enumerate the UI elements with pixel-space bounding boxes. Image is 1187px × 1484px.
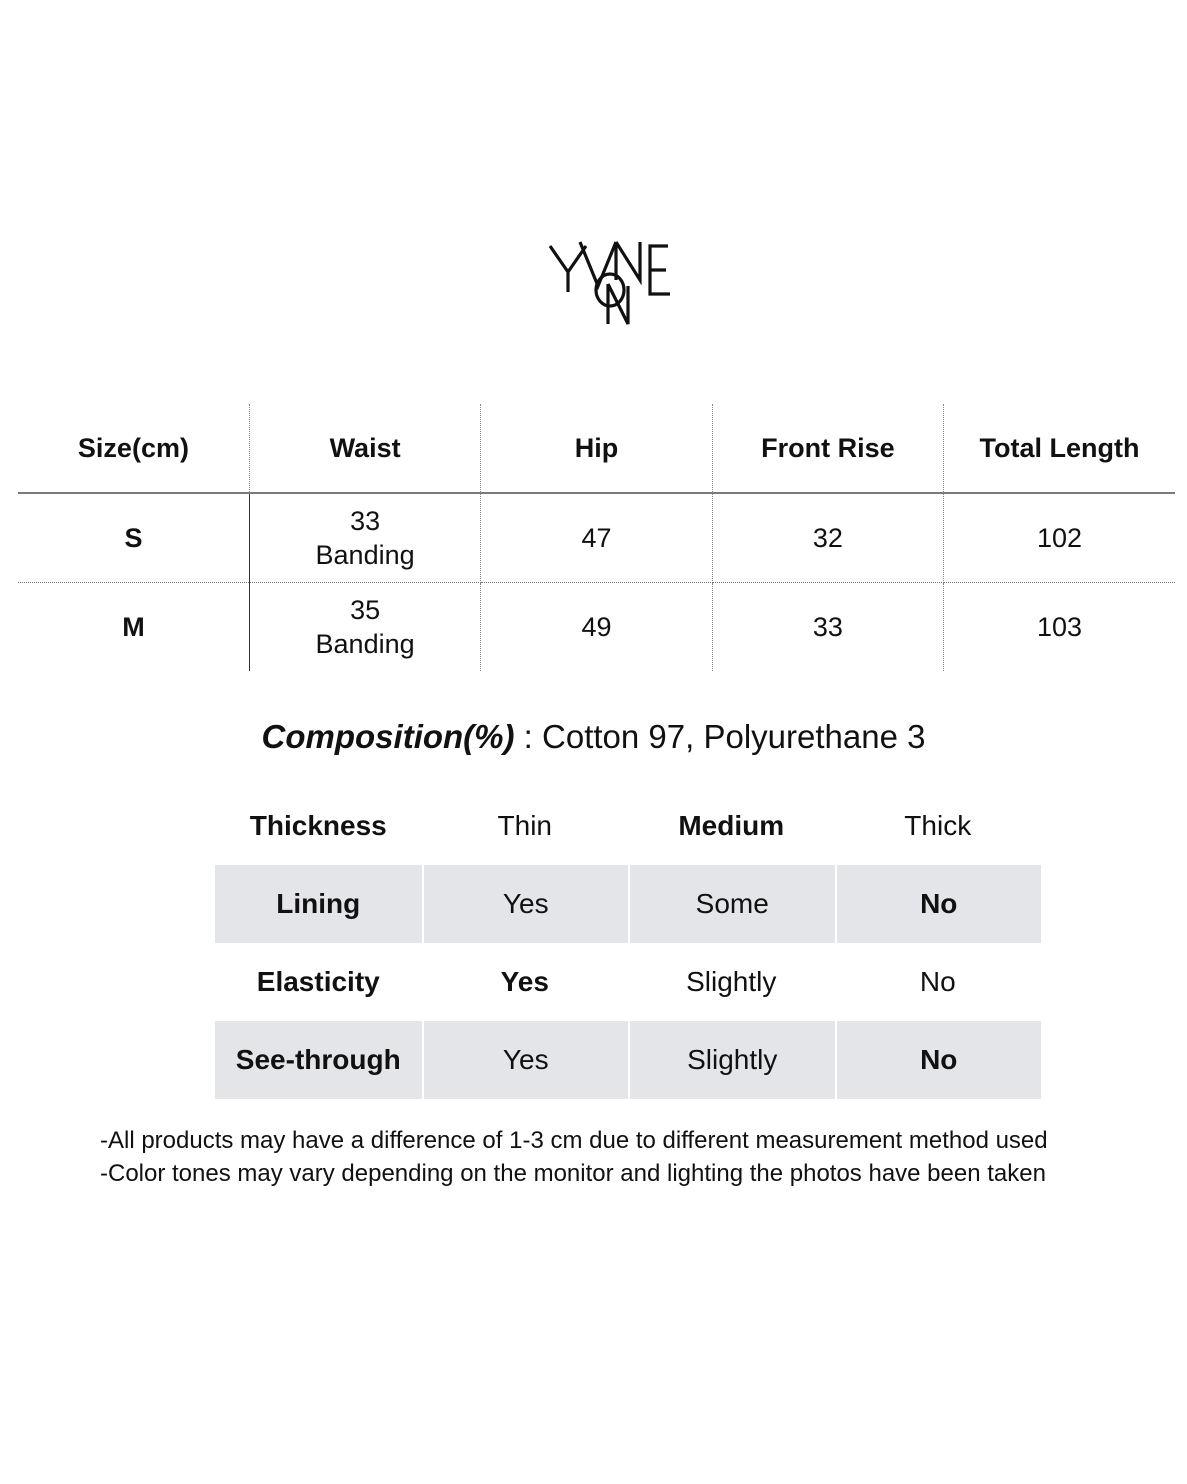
header-waist: Waist: [249, 404, 480, 493]
header-total-length: Total Length: [944, 404, 1175, 493]
fabric-option: Slightly: [628, 1021, 835, 1099]
fabric-row-label: Thickness: [249, 810, 387, 841]
fabric-row-thickness: [215, 787, 1041, 865]
fabric-option: No: [919, 966, 956, 997]
front-rise-value: 33: [712, 583, 943, 672]
size-table-header-row: [18, 404, 1175, 493]
front-rise-value: 32: [712, 493, 943, 583]
composition-line: [0, 718, 1187, 756]
fabric-option: Yes: [500, 966, 549, 997]
composition-value: Cotton 97, Polyurethane 3: [542, 718, 926, 755]
fabric-option: Medium: [678, 810, 785, 841]
fabric-option: Thick: [904, 810, 972, 841]
fabric-row-label: Elasticity: [256, 966, 380, 997]
fabric-option: Slightly: [686, 966, 777, 997]
size-table: [18, 404, 1175, 671]
waist-cell: [249, 493, 480, 583]
hip-value: 47: [481, 493, 712, 583]
waist-value: 35: [350, 595, 381, 625]
fabric-option: Yes: [422, 1021, 629, 1099]
yvonne-monogram-logo-icon: [540, 228, 700, 328]
fabric-row-label: See-through: [215, 1021, 422, 1099]
hip-value: 49: [481, 583, 712, 672]
fabric-option: Thin: [497, 810, 552, 841]
fabric-option: Yes: [422, 865, 629, 943]
table-row: [18, 493, 1175, 583]
fabric-option: Some: [628, 865, 835, 943]
total-length-value: 102: [944, 493, 1175, 583]
composition-label: Composition(%): [261, 718, 515, 755]
size-label: S: [18, 493, 249, 583]
waist-cell: [249, 583, 480, 672]
yvonne-logo: [540, 228, 700, 328]
waist-note: Banding: [315, 540, 415, 570]
note-measurement: -All products may have a difference of 1-3 cm due to different measurement method used: [100, 1127, 1048, 1154]
disclaimer-notes: [100, 1124, 1180, 1190]
waist-value: 33: [350, 506, 381, 536]
total-length-value: 103: [1037, 611, 1083, 642]
header-front-rise: Front Rise: [712, 404, 943, 493]
fabric-row-elasticity: [215, 943, 1041, 1021]
fabric-option: No: [835, 1021, 1042, 1099]
header-size: Size(cm): [18, 404, 249, 493]
fabric-row-lining: [215, 865, 1041, 943]
header-hip: Hip: [481, 404, 712, 493]
fabric-properties-table: [215, 787, 1041, 1099]
composition-separator: :: [514, 718, 543, 755]
size-label: M: [18, 583, 249, 672]
fabric-row-label: Lining: [215, 865, 422, 943]
table-row: [18, 583, 1175, 672]
fabric-option: No: [835, 865, 1042, 943]
note-color: -Color tones may vary depending on the monitor and lighting the photos have been taken: [100, 1160, 1046, 1187]
fabric-row-see-through: [215, 1021, 1041, 1099]
waist-note: Banding: [315, 629, 415, 659]
